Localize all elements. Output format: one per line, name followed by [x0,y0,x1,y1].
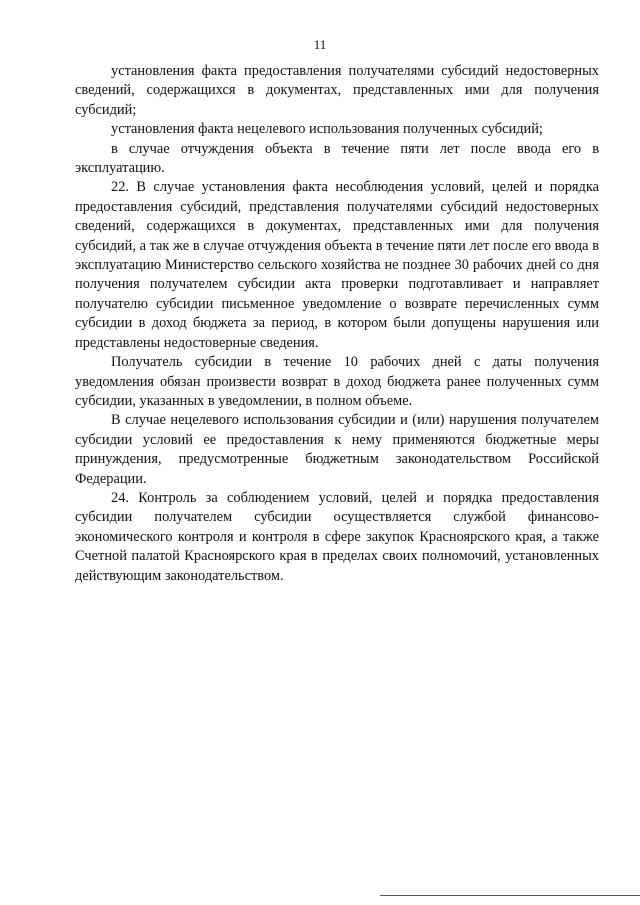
paragraph-grounds-misuse: установления факта нецелевого использования полученных субсидий; [111,121,543,138]
paragraph-grounds-false-info: установления факта предоставления получателями субсидий недостоверных сведений, содержащихся в документах, представленных ими для получения субсидий; [75,63,599,118]
paragraph-enforcement-measures: В случае нецелевого использования субсидии и (или) нарушения получателем субсидии условий ее предоставления к нему применяются бюджетные меры принуждения, предусмотренные бюджетным законодательством Российской Федерации. [75,412,599,487]
paragraph-clause-24: 24. Контроль за соблюдением условий, целей и порядка предоставления субсидии получателем субсидии осуществляется службой финансово-экономического контроля и контроля в сфере закупок Красноярского края, а также Счетной палатой Красноярского края в пределах своих полномочий, установленных действующим законодательством. [75,489,599,584]
paragraph-clause-22: 22. В случае установления факта несоблюдения условий, целей и порядка предоставления субсидий, представления получателями субсидий недостоверных сведений, содержащихся в документах, представленных ими для получения субсидий, а так же в случае отчуждения объекта в течение пяти лет после его ввода в эксплуатацию Министерство сельского хозяйства не позднее 30 рабочих дней со дня получения получателем субсидии акта проверки подготавливает и направляет получателю субсидии письменное уведомление о возврате перечисленных сумм субсидии в доход бюджета за период, в котором были допущены нарушения или представлены недостоверные сведения. [75,179,599,351]
paragraph-refund-deadline: Получатель субсидии в течение 10 рабочих дней с даты получения уведомления обязан произвести возврат в доход бюджета ранее полученных сумм субсидии, указанных в уведомлении, в полном объеме. [75,354,599,409]
paragraph-grounds-alienation: в случае отчуждения объекта в течение пяти лет после ввода его в эксплуатацию. [75,140,599,177]
footer-rule [380,895,640,896]
page-number: 11 [313,37,327,52]
document-body [75,62,599,586]
